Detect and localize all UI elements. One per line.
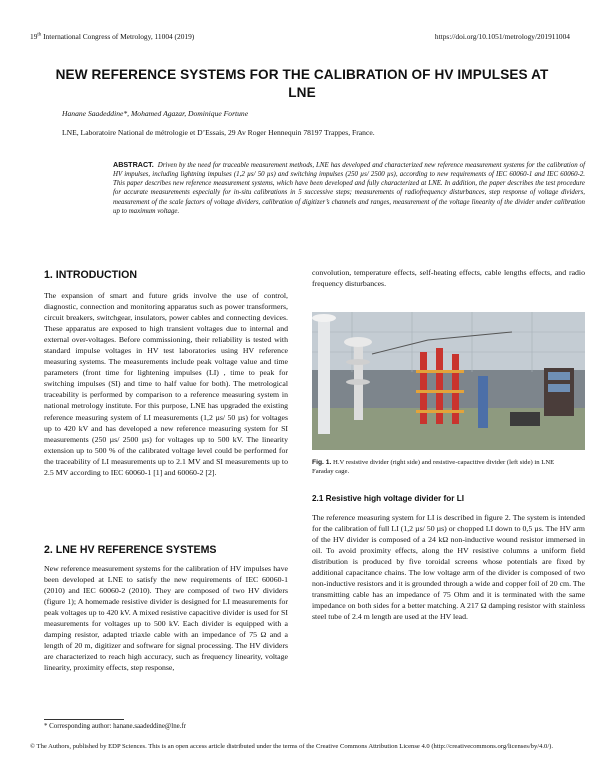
affiliation: LNE, Laboratoire National de métrologie et D’Essais, 29 Av Roger Hennequin 78197 Trappes, France. bbox=[62, 128, 375, 137]
section-1-heading: 1. INTRODUCTION bbox=[44, 269, 137, 281]
section-2-1-body: The reference measuring system for LI is described in figure 2. The system is intended for the calibration of full LI (1,2 µs/ 50 µs) or chopped LI down to 0,5 µs. The HV arm of the HV divider is composed of a 24 kΩ non-inductive wound resistor immersed in oil. To avoid proximity effects, along the HV resistive columns a uniform field distribution is produced by five toroidal screens whose potentials are fixed by additional capacitance chains. The low voltage arm of the divider is composed of two non-inductive resistors and it is grounded through a wide and copper foil of 20 cm. The transmitting cable has an impedance of 75 Ohm and it is terminated with the same impedance on both sides for a better matching. A 217 Ω damping resistor with stainless steel tube of 2.4 m length are used at the HV lead. bbox=[312, 513, 585, 622]
running-header-left bbox=[30, 32, 194, 41]
abstract-text: Driven by the need for traceable measurement methods, LNE has developed and characterized new reference measurement systems for the calibration of HV impulses, including lightning impulses (1,2 µs/ 50 µs) and switching impulses (250 µs/ 2500 µs), according to new requirements of IEC 60060-1 and IEC 60060-2. This paper describes new reference measurement systems, which have been developed and fully characterized at LNE. In addition, the paper describes the test procedure for accurate measurements especially for in-situ calibrations in 5 successive steps; measurements of radiofrequency disturbances, step response of voltage dividers, measurement of the scale factors of voltage dividers, calibration of digitizer’s channels and ranges, measurement of the voltage linearity of the divider under calibration up to maximum voltage. bbox=[113, 162, 586, 215]
section-2-continued: convolution, temperature effects, self-heating effects, cable lengths effects, and radio frequency disturbances. bbox=[312, 268, 585, 289]
figure-1-photo bbox=[312, 312, 585, 450]
section-2-1-heading: 2.1 Resistive high voltage divider for LI bbox=[312, 494, 464, 503]
doi-link[interactable]: https://doi.org/10.1051/metrology/201911004 bbox=[434, 32, 570, 41]
faraday-cage-photo bbox=[312, 312, 585, 450]
section-2-heading: 2. LNE HV REFERENCE SYSTEMS bbox=[44, 544, 217, 556]
section-1-body: The expansion of smart and future grids involve the use of control, diagnostic, connection and monitoring apparatus such as power transformers, circuit breakers, switchgear, insulators, power cables and connecting devices. These apparatus are exposed to high transient voltages due to internal and external over-voltages. Before commissioning, their reliability is tested with standard impulse voltages in HV test laboratories using HV reference measuring systems. The measurements include peak voltage value and time parameters (front time for lightening impulses (LI) , time to peak for switching impulses (SI) and time to half value for both). The metrological traceability is performed by comparison to a reference measuring system in national metrology institute. For this purpose, LNE has upgraded the existing reference measuring system of LI measurements (1,2 µs/ 50 µs) for voltages up to 420 kV and has developed a new reference measuring system for SI measurements (250 µs/ 2500 µs) for voltages up to 500 kV. The linearity extension up to 500 % of the calibrated voltage level could be performed for the traceability of LI measurements up to 2.1 MV and SI measurements up to 2.5 MV according to IEC 60060-1 [1] and 60060-2 [2]. bbox=[44, 291, 288, 477]
footnote-divider bbox=[44, 719, 124, 720]
caption-text: H.V resistive divider (right side) and resistive-capacitive divider (left side) in LNE Faraday cage. bbox=[312, 459, 555, 475]
congress-name: International Congress of Metrology, 11004 (2019) bbox=[41, 32, 195, 41]
abstract bbox=[113, 160, 585, 216]
congress-number: 19 bbox=[30, 32, 38, 41]
abstract-label: ABSTRACT. bbox=[113, 160, 154, 169]
footnote: * Corresponding author: hanane.saadeddine@lne.fr bbox=[44, 723, 187, 730]
license-notice: © The Authors, published by EDP Sciences. This is an open access article distributed under the terms of the Creative Commons Attribution License 4.0 (http://creativecommons.org/licenses/by/4.0/). bbox=[30, 743, 554, 750]
author-list: Hanane Saadeddine*, Mohamed Agazar, Dominique Fortune bbox=[62, 109, 249, 118]
paper-title: NEW REFERENCE SYSTEMS FOR THE CALIBRATION OF HV IMPULSES AT LNE bbox=[55, 67, 549, 100]
section-2-body: New reference measurement systems for the calibration of HV impulses have been developed at LNE to satisfy the new requirements of IEC 60060-1 (2010) and IEC 60060-2 (2010). They are composed of two HV dividers (figure 1); A homemade resistive divider is designed for LI measurements for peak voltages up to 420 kV. A mixed resistive capacitive divider is used for SI measurements for voltages up to 500 kV. Each divider is equipped with a damping resistor, adapted triaxle cable with an impedance of 75 Ω and a length of 20 m, digitizer and software for signal processing. The HV dividers are characterized to reach high accuracy, such as frequency linearity, voltage linearity, proximity effects, step response, bbox=[44, 564, 288, 673]
ordinal-suffix: th bbox=[37, 32, 42, 38]
figure-label: Fig. 1. bbox=[312, 459, 332, 466]
figure-1-caption bbox=[312, 458, 577, 476]
